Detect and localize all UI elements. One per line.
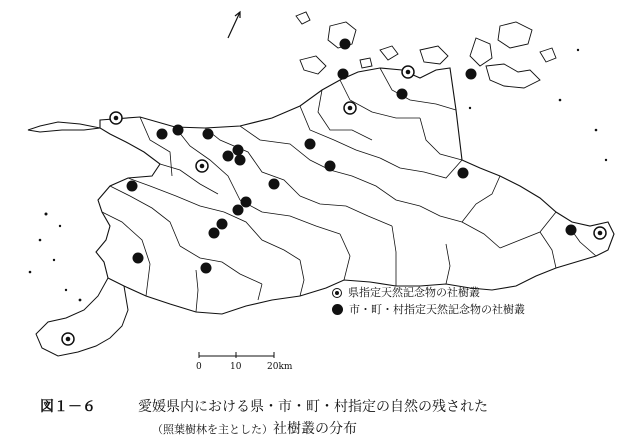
figure-caption [40,396,488,441]
municipal-site-marker [566,225,577,236]
municipal-site-marker [269,179,280,190]
southwest-coast [36,278,128,356]
municipal-site-marker [233,205,244,216]
prefecture-site-marker [594,227,606,239]
prefecture-site-marker [402,66,414,78]
caption-paren: （照葉樹林を主とした） [152,423,273,436]
municipal-site-marker [458,168,469,179]
caption-text-2: 社樹叢の分布 [273,421,357,437]
legend-municipal-label: 市・町・村指定天然記念物の社樹叢 [349,303,525,316]
prefecture-site-marker [196,160,208,172]
municipal-site-marker [209,228,220,239]
scale-tick-10: 10 [230,362,242,372]
scale-bar [199,352,274,358]
legend-row-municipal [332,301,525,318]
caption-line-1 [40,396,488,418]
municipal-site-marker [325,161,336,172]
municipal-site-marker [133,253,144,264]
municipal-site-marker [241,197,252,208]
prefecture-marker-icon [332,288,342,298]
municipal-site-marker [305,139,316,150]
prefecture-site-marker [344,102,356,114]
municipal-site-marker [466,69,477,80]
municipal-site-markers [127,39,577,274]
municipal-site-marker [173,125,184,136]
scale-labels [193,362,303,376]
islands [296,12,556,88]
caption-line-2 [40,418,488,441]
municipal-marker-icon [332,304,343,315]
municipal-site-marker [157,129,168,140]
municipal-site-marker [127,181,138,192]
municipal-site-marker [223,151,234,162]
prefecture-site-marker [62,333,74,345]
municipal-site-marker [203,129,214,140]
prefecture-site-marker [110,112,122,124]
municipal-site-marker [397,89,408,100]
islets [29,49,608,302]
municipal-site-marker [201,263,212,274]
legend-row-prefecture [332,284,525,301]
municipal-site-marker [338,69,349,80]
figure-number: 図１－６ [40,399,96,415]
caption-text-1: 愛媛県内における県・市・町・村指定の自然の残された [138,399,488,415]
legend-prefecture-label: 県指定天然記念物の社樹叢 [348,286,480,299]
north-arrow-icon [228,12,240,38]
municipal-site-marker [340,39,351,50]
municipal-site-marker [217,219,228,230]
municipal-site-marker [235,155,246,166]
peninsula-outline [28,122,100,132]
map-legend [332,284,525,318]
scale-tick-0: 0 [196,362,202,372]
municipal-site-marker [233,145,244,156]
scale-tick-20: 20km [267,362,293,372]
